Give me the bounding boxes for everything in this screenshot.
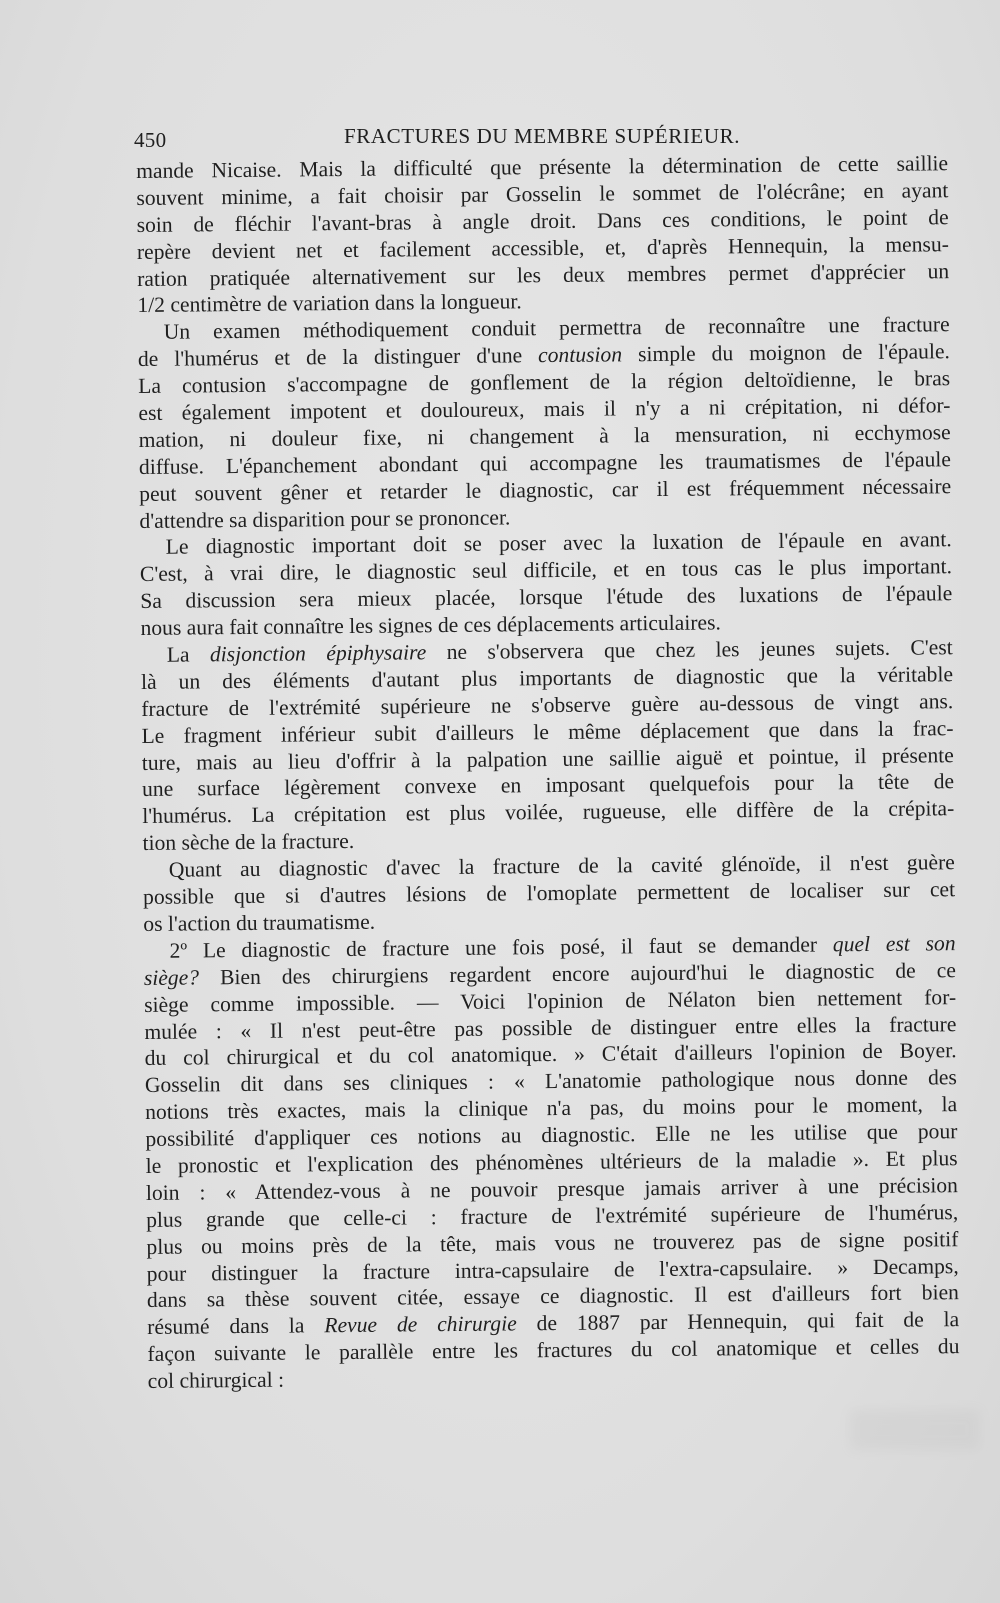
- italic-term: quel est son: [832, 930, 956, 957]
- italic-term: disjonction épiphysaire: [209, 640, 427, 667]
- text-line: os l'action du traumatisme.: [143, 909, 376, 936]
- italic-term: Revue de chirurgie: [324, 1311, 517, 1338]
- text-line: 1/2 centimètre de variation dans la longueur.: [137, 289, 522, 318]
- text-line: une surface légèrement convexe en imposant quelquefois pour la tête de: [141, 769, 955, 802]
- text-line: est également impotent et douloureux, mais il n'y a ni crépitation, ni défor-: [138, 393, 951, 426]
- text-line: mulée : « Il n'est peut-être pas possible de distinguer entre elles la fracture: [144, 1011, 957, 1044]
- text-line: ture, mais au lieu d'offrir à la palpation une saillie aiguë et pointue, il présente: [141, 742, 954, 775]
- text-run: résumé dans la: [147, 1313, 325, 1340]
- text-line: l'humérus. La crépitation est plus voilée, rugueuse, elle diffère de la crépita-: [142, 796, 955, 829]
- text-line: possibilité d'appliquer ces notions au diagnostic. Elle ne les utilise que pour: [145, 1119, 958, 1152]
- text-line: mation, ni douleur fixe, ni changement à la mensuration, ni ecchymose: [138, 420, 951, 452]
- show-through-smudge: [850, 1410, 980, 1450]
- text-line: Quant au diagnostic d'avec la fracture de la cavité glénoïde, il n'est guère: [168, 850, 955, 882]
- running-title: FRACTURES DU MEMBRE SUPÉRIEUR.: [344, 124, 741, 148]
- text-line: Le fragment inférieur subit d'ailleurs le même déplacement que dans la frac-: [141, 715, 954, 748]
- text-line: souvent minime, a fait choisir par Gosselin le sommet de l'olécrâne; en ayant: [136, 178, 949, 210]
- text-line: Le diagnostic important doit se poser avec la luxation de l'épaule en avant.: [165, 527, 952, 560]
- text-line: loin : « Attendez-vous à ne pouvoir presque jamais arriver à une précision: [145, 1173, 959, 1205]
- text-run: La: [166, 642, 211, 667]
- text-line: le pronostic et l'explication des phénomènes ultérieurs de la maladie ». Et plus: [145, 1146, 958, 1178]
- text-line: siège comme impossible. — Voici l'opinion de Nélaton bien nettement for-: [144, 984, 957, 1017]
- text-line: diffuse. L'épanchement abondant qui accompagne les traumatismes de l'épaule: [138, 446, 952, 479]
- text-line: nous aura fait connaître les signes de ces déplacements articulaires.: [140, 610, 722, 641]
- body-text: [136, 150, 960, 1395]
- text-line: peut souvent gêner et retarder le diagnostic, car il est fréquemment nécessaire: [139, 473, 952, 506]
- text-run: 2º Le diagnostic de fracture une fois posé, il faut se demander: [169, 932, 833, 963]
- text-line: façon suivante le parallèle entre les fractures du col anatomique et celles du: [147, 1334, 960, 1367]
- text-line: Sa discussion sera mieux placée, lorsque l'étude des luxations de l'épaule: [140, 581, 953, 614]
- text-line: ration pratiquée alternativement sur les deux membres permet d'apprécier un: [137, 258, 950, 291]
- text-line: là un des éléments d'autant plus importants de diagnostic que la véritable: [140, 662, 954, 694]
- text-line: dans sa thèse souvent citée, essaye ce diagnostic. Il est d'ailleurs fort bien: [146, 1280, 960, 1313]
- text-line: plus ou moins près de la tête, mais vous ne trouverez pas de signe positif: [146, 1226, 959, 1259]
- text-run: de 1887 par Hennequin, qui fait de la: [516, 1307, 960, 1336]
- text-line: mande Nicaise. Mais la difficulté que présente la détermination de cette saillie: [136, 151, 949, 183]
- text-line: d'attendre sa disparition pour se prononcer.: [139, 505, 511, 533]
- text-line: La contusion s'accompagne de gonflement de la région deltoïdienne, le bras: [138, 366, 951, 399]
- text-line: Gosselin dit dans ses cliniques : « L'anatomie pathologique nous donne des: [144, 1065, 957, 1098]
- text-run: simple du moignon de l'épaule.: [621, 339, 951, 367]
- text-line: du col chirurgical et du col anatomique. » C'était d'ailleurs l'opinion de Boyer.: [144, 1038, 957, 1071]
- text-line: repère devient net et facilement accessible, et, d'après Hennequin, la mensu-: [136, 231, 949, 264]
- text-run: ne s'observera que chez les jeunes sujets. C'est: [426, 635, 953, 665]
- italic-term: siège?: [143, 965, 200, 990]
- text-run: Bien des chirurgiens regardent encore aujourd'hui le diagnostic de ce: [198, 957, 956, 990]
- text-line: plus grande que celle-ci : fracture de l'extrémité supérieure de l'humérus,: [146, 1199, 959, 1232]
- text-line: Un examen méthodiquement conduit permettra de reconnaître une fracture: [163, 312, 950, 345]
- text-line: col chirurgical :: [147, 1367, 285, 1394]
- running-head: [134, 124, 934, 154]
- text-line: soin de fléchir l'avant-bras à angle droit. Dans ces conditions, le point de: [136, 204, 949, 237]
- text-line: notions très exactes, mais la clinique n'a pas, du moins pour le moment, la: [145, 1092, 958, 1125]
- italic-term: contusion: [538, 342, 623, 368]
- text-line: pour distinguer la fracture intra-capsulaire de l'extra-capsulaire. » Decamps,: [146, 1253, 959, 1286]
- text-line: fracture de l'extrémité supérieure ne s'observe guère au-dessous de vingt ans.: [141, 688, 954, 721]
- text-line: tion sèche de la fracture.: [142, 829, 355, 856]
- text-run: de l'humérus et de la distinguer d'une: [137, 343, 539, 372]
- page-number: 450: [134, 128, 167, 152]
- text-line: possible que si d'autres lésions de l'omoplate permettent de localiser sur cet: [142, 877, 956, 910]
- text-line: C'est, à vrai dire, le diagnostic seul difficile, et en tous cas le plus important.: [139, 554, 953, 587]
